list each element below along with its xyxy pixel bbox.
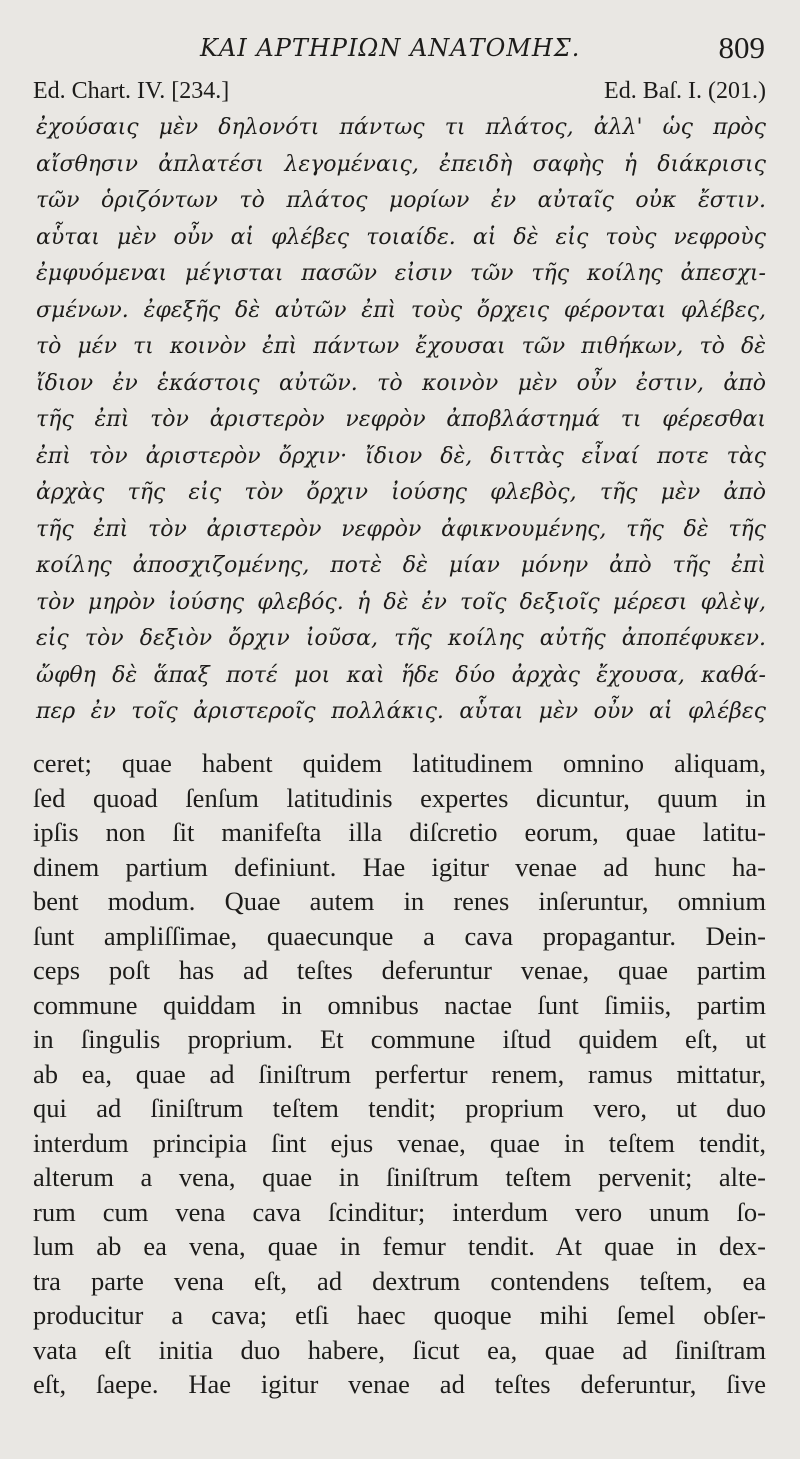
greek-line: ἐχούσαις μὲν δηλονότι πάντως τι πλάτος, ἀλλ' ὡς πρὸς: [36, 115, 766, 140]
latin-line: commune quiddam in omnibus nactae ſunt ſimiis, partim: [33, 989, 766, 1020]
greek-line: αἴσθησιν ἀπλατέσι λεγομέναις, ἐπειδὴ σαφὴς ἡ διάκρισις: [36, 151, 766, 177]
running-title: ΚΑΙ ΑΡΤΗΡΙΩΝ ΑΝΑΤΟΜΗΣ.: [200, 34, 581, 62]
latin-line: interdum principia ſint ejus venae, quae in teſtem tendit,: [33, 1127, 766, 1158]
latin-line: ceret; quae habent quidem latitudinem omnino aliquam,: [33, 748, 766, 778]
greek-line: τὸ μέν τι κοινὸν ἐπὶ πάντων ἔχουσαι τῶν πιθήκων, τὸ δὲ: [36, 334, 766, 359]
greek-line: περ ἐν τοῖς ἀριστεροῖς πολλάκις. αὗται μὲν οὖν αἱ φλέβες: [36, 699, 766, 724]
latin-line: producitur a cava; etſi haec quoque mihi ſemel obſer-: [33, 1300, 766, 1330]
latin-line: rum cum vena cava ſcinditur; interdum vero unum ſo-: [33, 1196, 766, 1227]
greek-line: ἀρχὰς τῆς εἰς τὸν ὄρχιν ἰούσης φλεβὸς, τῆς μὲν ἀπὸ: [36, 480, 766, 505]
latin-line: lum ab ea vena, quae in femur tendit. At quae in dex-: [33, 1231, 766, 1261]
latin-text-block: [33, 746, 766, 1402]
latin-line: vata eſt initia duo habere, ſicut ea, quae ad ſiniſtram: [33, 1334, 766, 1365]
greek-line: τῆς ἐπὶ τὸν ἀριστερὸν νεφρὸν ἀφικνουμένης, τῆς δὲ τῆς: [36, 516, 766, 542]
latin-line: ceps poſt has ad teſtes deferuntur venae, quae partim: [33, 955, 766, 985]
greek-line: ἐμφυόμεναι μέγισται πασῶν εἰσιν τῶν τῆς κοίλης ἀπεσχι-: [36, 261, 766, 286]
latin-line: in ſingulis proprium. Et commune iſtud quidem eſt, ut: [33, 1024, 766, 1054]
greek-line: τὸν μηρὸν ἰούσης φλεβός. ἡ δὲ ἐν τοῖς δεξιοῖς μέρεσι φλὲψ,: [36, 589, 766, 615]
page-number: 809: [718, 30, 765, 65]
greek-line: ἐπὶ τὸν ἀριστερὸν ὄρχιν· ἴδιον δὲ, διττὰς εἶναί ποτε τὰς: [36, 443, 766, 469]
latin-line: qui ad ſiniſtrum teſtem tendit; proprium vero, ut duo: [33, 1093, 766, 1123]
edition-basel-reference: Ed. Baſ. I. (201.): [604, 78, 766, 104]
greek-line: σμένων. ἐφεξῆς δὲ αὐτῶν ἐπὶ τοὺς ὄρχεις φέρονται φλέβες,: [36, 297, 766, 323]
latin-line: dinem partium definiunt. Hae igitur venae ad hunc ha-: [33, 851, 766, 882]
latin-line: ipſis non ſit manifeſta illa diſcretio eorum, quae latitu-: [33, 817, 766, 847]
greek-line: εἰς τὸν δεξιὸν ὄρχιν ἰοῦσα, τῆς κοίλης αὐτῆς ἀποπέφυκεν.: [36, 626, 766, 651]
greek-line: τῶν ὁριζόντων τὸ πλάτος μορίων ἐν αὐταῖς οὐκ ἔστιν.: [36, 188, 766, 213]
latin-line: tra parte vena eſt, ad dextrum contendens teſtem, ea: [33, 1265, 766, 1296]
latin-line: bent modum. Quae autem in renes inſeruntur, omnium: [33, 886, 766, 916]
latin-line: ſed quoad ſenſum latitudinis expertes dicuntur, quum in: [33, 782, 766, 813]
greek-line: αὗται μὲν οὖν αἱ φλέβες τοιαίδε. αἱ δὲ εἰς τοὺς νεφροὺς: [36, 224, 766, 250]
greek-line: ἴδιον ἐν ἑκάστοις αὐτῶν. τὸ κοινὸν μὲν οὖν ἐστιν, ἀπὸ: [36, 370, 766, 396]
latin-line: ſunt ampliſſimae, quaecunque a cava propagantur. Dein-: [33, 920, 766, 951]
greek-line: ὤφθη δὲ ἅπαξ ποτέ μοι καὶ ἥδε δύο ἀρχὰς ἔχουσα, καθά-: [36, 662, 766, 688]
greek-text-block: [36, 110, 766, 731]
greek-line: τῆς ἐπὶ τὸν ἀριστερὸν νεφρὸν ἀποβλάστημά τι φέρεσθαι: [36, 407, 766, 432]
running-head: [0, 30, 800, 70]
edition-chartier-reference: Ed. Chart. IV. [234.]: [33, 78, 230, 104]
greek-line: κοίλης ἀποσχιζομένης, ποτὲ δὲ μίαν μόνην ἀπὸ τῆς ἐπὶ: [36, 553, 766, 578]
edition-reference-line: [33, 78, 766, 106]
latin-line: eſt, ſaepe. Hae igitur venae ad teſtes deferuntur, ſive: [33, 1369, 766, 1399]
latin-line: ab ea, quae ad ſiniſtrum perfertur renem, ramus mittatur,: [33, 1058, 766, 1089]
latin-line: alterum a vena, quae in ſiniſtrum teſtem pervenit; alte-: [33, 1162, 766, 1192]
